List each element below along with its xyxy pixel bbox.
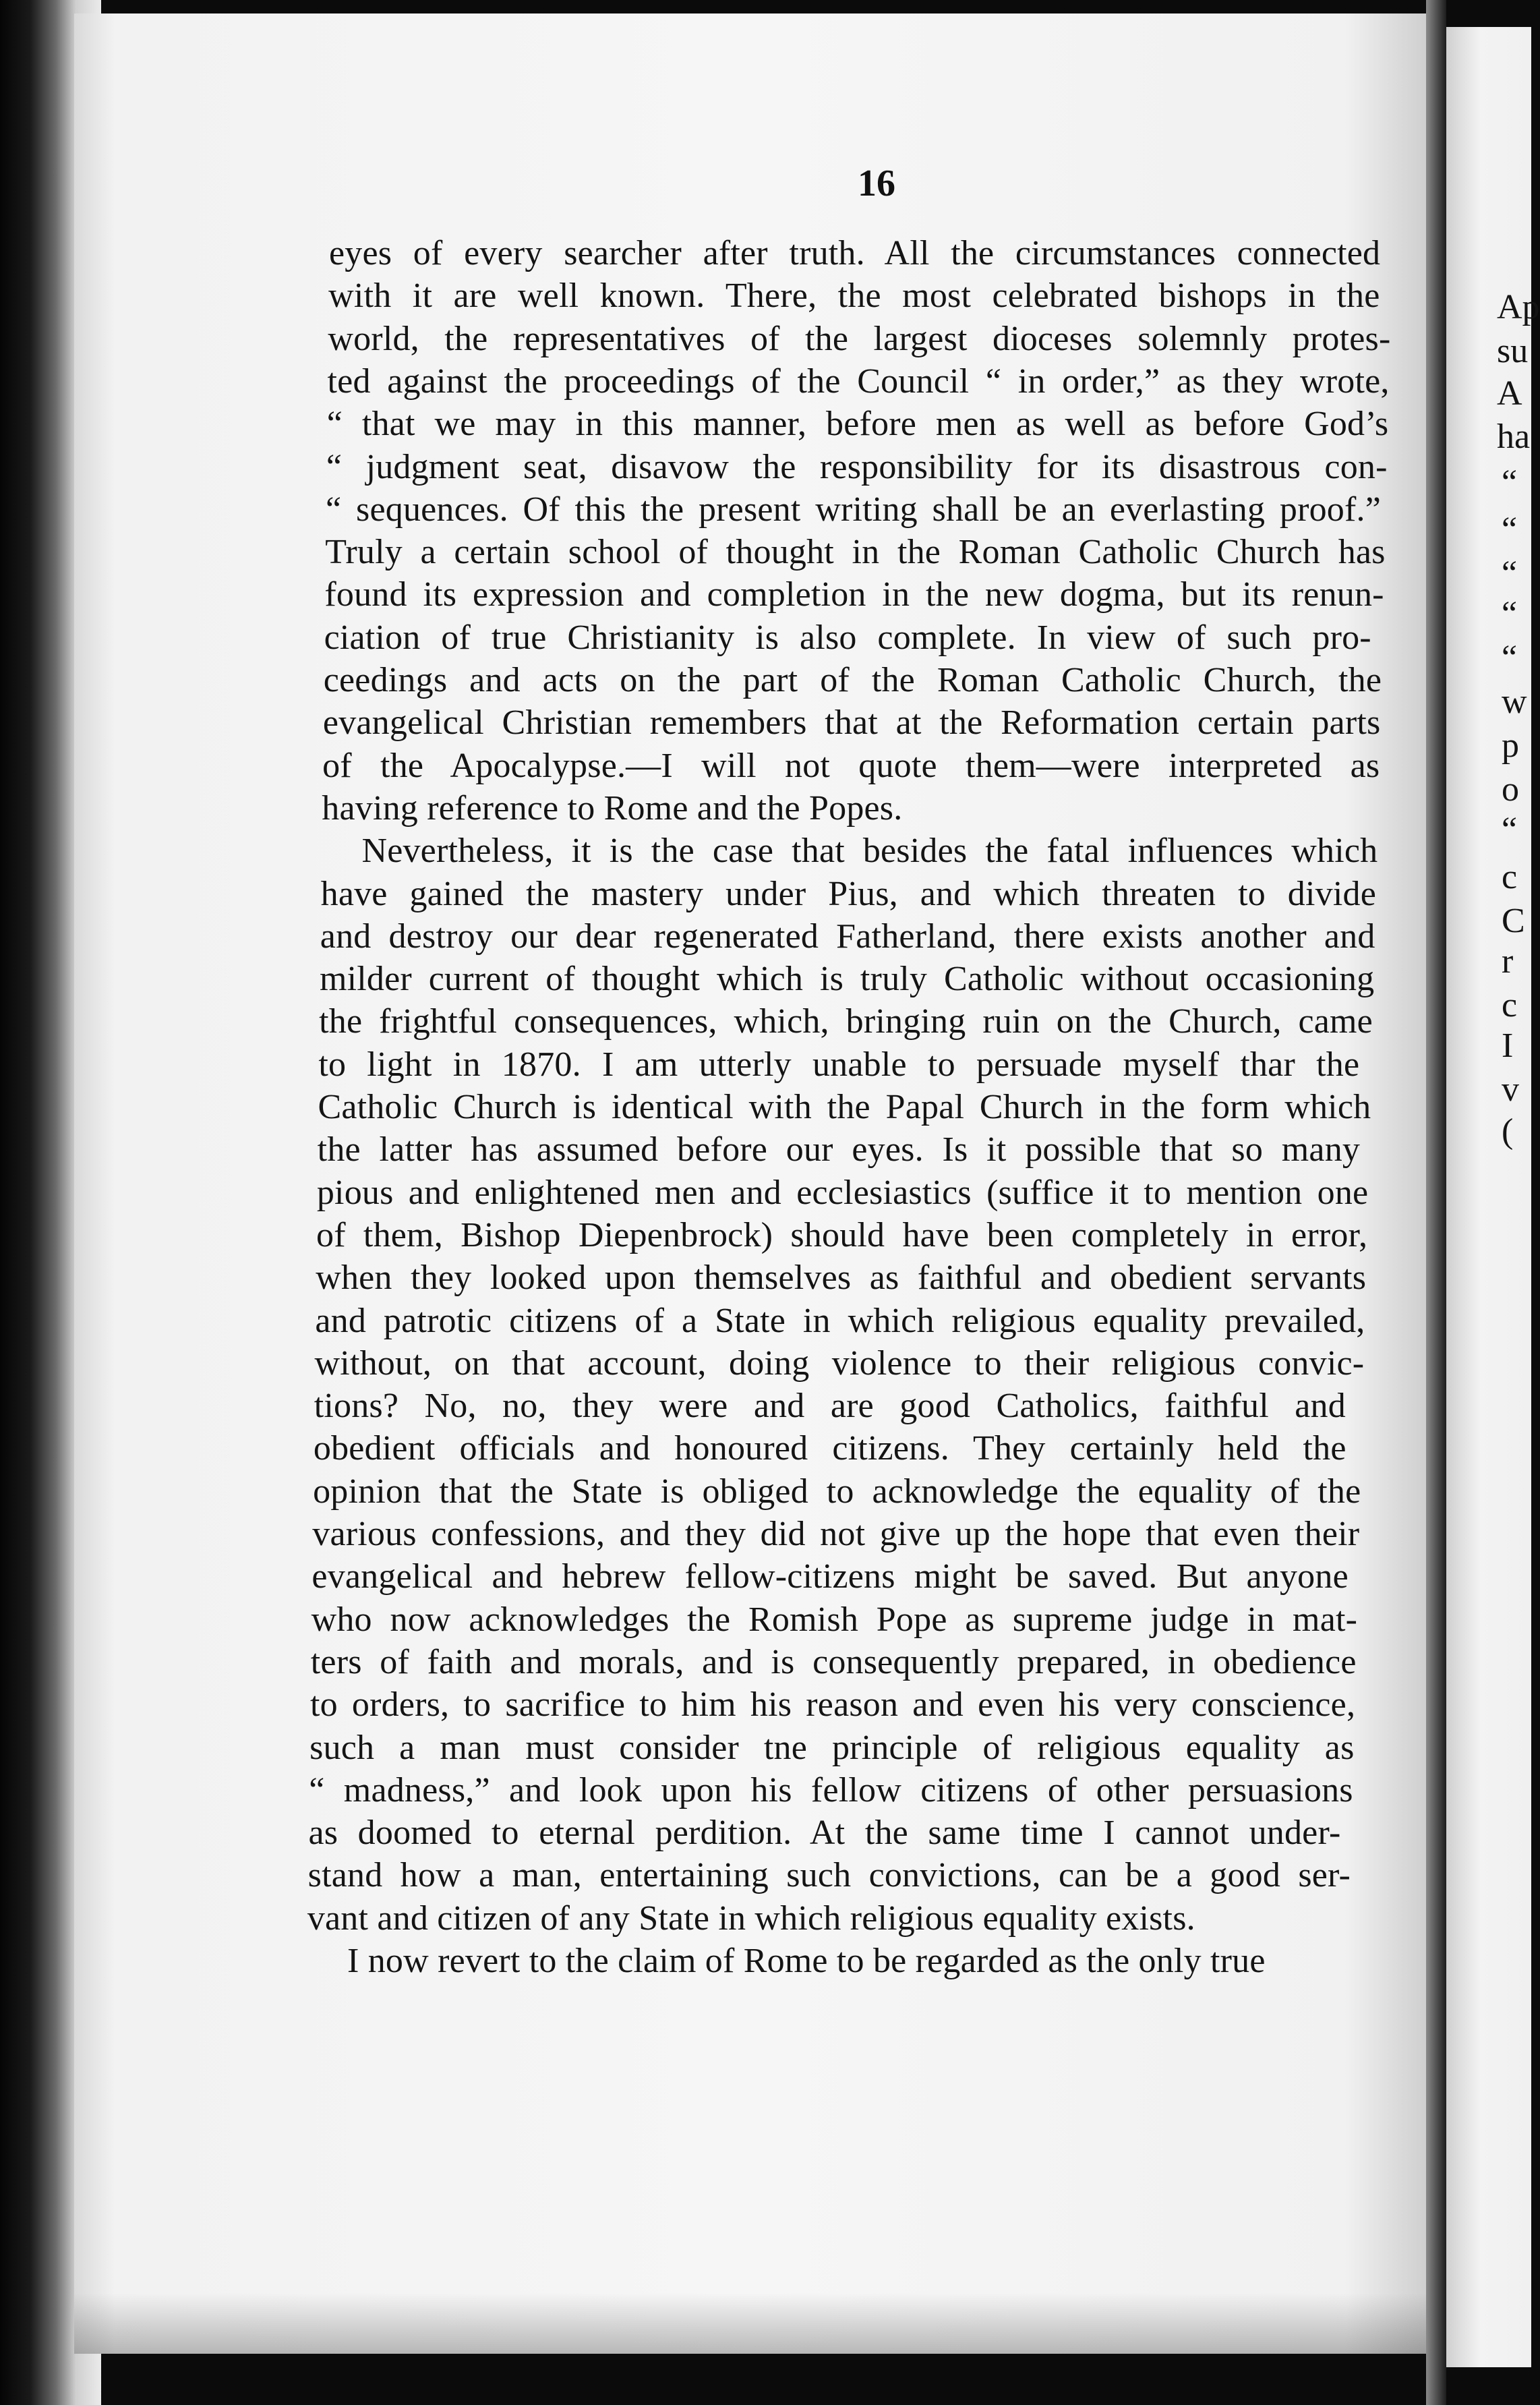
text-line: Truly a certain school of thought in the Roman Catholic Church has — [325, 533, 1386, 572]
text-line: evangelical Christian remembers that at the Reformation certain parts — [322, 703, 1381, 743]
text-line: of them, Bishop Diepenbrock) should have been completely in error, — [316, 1215, 1368, 1254]
text-line: “ sequences. Of this the present writing shall be an everlasting proof.” — [326, 490, 1381, 529]
text-line: milder current of thought which is truly Catholic without occasioning — [319, 960, 1375, 999]
text-line: as doomed to eternal perdition. At the same time I cannot under- — [308, 1814, 1341, 1853]
facing-page-fragment: “ — [1502, 554, 1518, 593]
text-line: found its expression and completion in the new dogma, but its renun- — [324, 575, 1384, 614]
text-line: Nevertheless, it is the case that besides the fatal influences which — [361, 832, 1378, 871]
text-line: opinion that the State is obliged to acknowledge the equality of the — [313, 1472, 1361, 1511]
facing-page — [1446, 27, 1540, 2367]
text-line: various confessions, and they did not give up the hope that even their — [312, 1515, 1360, 1553]
facing-page-fragment: I — [1502, 1026, 1514, 1065]
facing-page-fragment: “ — [1502, 639, 1518, 677]
text-line: “ madness,” and look upon his fellow citizens of other persuasions — [309, 1770, 1353, 1809]
book-gutter — [1426, 0, 1446, 2405]
facing-page-fragment: A — [1497, 374, 1522, 413]
text-line: evangelical and hebrew fellow-citizens might be saved. But anyone — [312, 1557, 1349, 1596]
facing-page-fragment: “ — [1502, 511, 1518, 549]
text-line: pious and enlightened men and ecclesiastics (suffice it to mention one — [316, 1173, 1369, 1212]
text-line: have gained the mastery under Pius, and which threaten to divide — [320, 874, 1376, 913]
facing-page-fragment: w — [1502, 683, 1527, 721]
text-line: with it are well known. There, the most celebrated bishops in the — [328, 277, 1380, 316]
page-shadow — [74, 2293, 1426, 2354]
facing-page-fragment: “ — [1502, 595, 1518, 633]
facing-page-fragment: su — [1497, 332, 1529, 370]
text-line: the frightful consequences, which, bringing ruin on the Church, came — [319, 1002, 1373, 1041]
text-line: such a man must consider tne principle of religious equality as — [309, 1728, 1355, 1767]
facing-page-fragment: v — [1502, 1070, 1519, 1109]
text-line: the latter has assumed before our eyes. Is it possible that so many — [317, 1130, 1361, 1169]
text-line: without, on that account, doing violence to their religious convic- — [314, 1343, 1365, 1383]
text-line: who now acknowledges the Romish Pope as supreme judge in mat- — [311, 1600, 1358, 1639]
text-line: when they looked upon themselves as faithful and obedient servants — [316, 1258, 1367, 1298]
text-line: ters of faith and morals, and is consequently prepared, in obedience — [310, 1642, 1357, 1681]
page-number: 16 — [858, 163, 895, 204]
text-line: ciation of true Christianity is also complete. In view of such pro- — [324, 618, 1371, 657]
text-line: Catholic Church is identical with the Papal Church in the form which — [318, 1088, 1371, 1126]
text-line: world, the representatives of the largest dioceses solemnly protes- — [328, 319, 1391, 358]
facing-page-fragment: p — [1502, 726, 1519, 765]
facing-page-fragment: Ap — [1497, 288, 1540, 326]
text-line: vant and citizen of any State in which religious equality exists. — [307, 1899, 1195, 1938]
facing-page-fragment: r — [1502, 942, 1514, 981]
text-line: obedient officials and honoured citizens. They certainly held the — [313, 1429, 1346, 1468]
text-line: tions? No, no, they were and are good Catholics, faithful and — [314, 1387, 1346, 1426]
text-line: I now revert to the claim of Rome to be regarded as the only true — [347, 1942, 1266, 1980]
text-line: stand how a man, entertaining such convictions, can be a good ser- — [307, 1856, 1351, 1895]
facing-page-fragment: ( — [1502, 1112, 1514, 1151]
facing-page-fragment: C — [1502, 902, 1525, 940]
text-line: ted against the proceedings of the Council “ in order,” as they wrote, — [327, 361, 1390, 401]
text-line: of the Apocalypse.—I will not quote them—were interpreted as — [322, 746, 1380, 785]
facing-page-fragment: “ — [1502, 811, 1518, 849]
text-line: and destroy our dear regenerated Fatherland, there exists another and — [320, 917, 1375, 956]
facing-page-fragment: ha — [1497, 417, 1531, 456]
text-line: having reference to Rome and the Popes. — [322, 788, 903, 828]
text-line: to orders, to sacrifice to him his reason and even his very conscience, — [309, 1685, 1356, 1725]
text-line: eyes of every searcher after truth. All the circumstances connected — [329, 234, 1381, 272]
text-line: ceedings and acts on the part of the Roman Catholic Church, the — [323, 661, 1382, 699]
facing-page-fragment: “ — [1502, 463, 1518, 502]
text-line: and patrotic citizens of a State in which religious equality prevailed, — [315, 1301, 1365, 1340]
text-line: “ that we may in this manner, before men as well as before God’s — [326, 405, 1389, 444]
facing-page-fragment: o — [1502, 770, 1519, 809]
facing-page-fragment: c — [1502, 858, 1518, 896]
facing-page-fragment: c — [1502, 986, 1518, 1024]
text-line: to light in 1870. I am utterly unable to persuade myself thar the — [318, 1045, 1360, 1084]
text-line: “ judgment seat, disavow the responsibility for its disastrous con- — [326, 447, 1388, 486]
